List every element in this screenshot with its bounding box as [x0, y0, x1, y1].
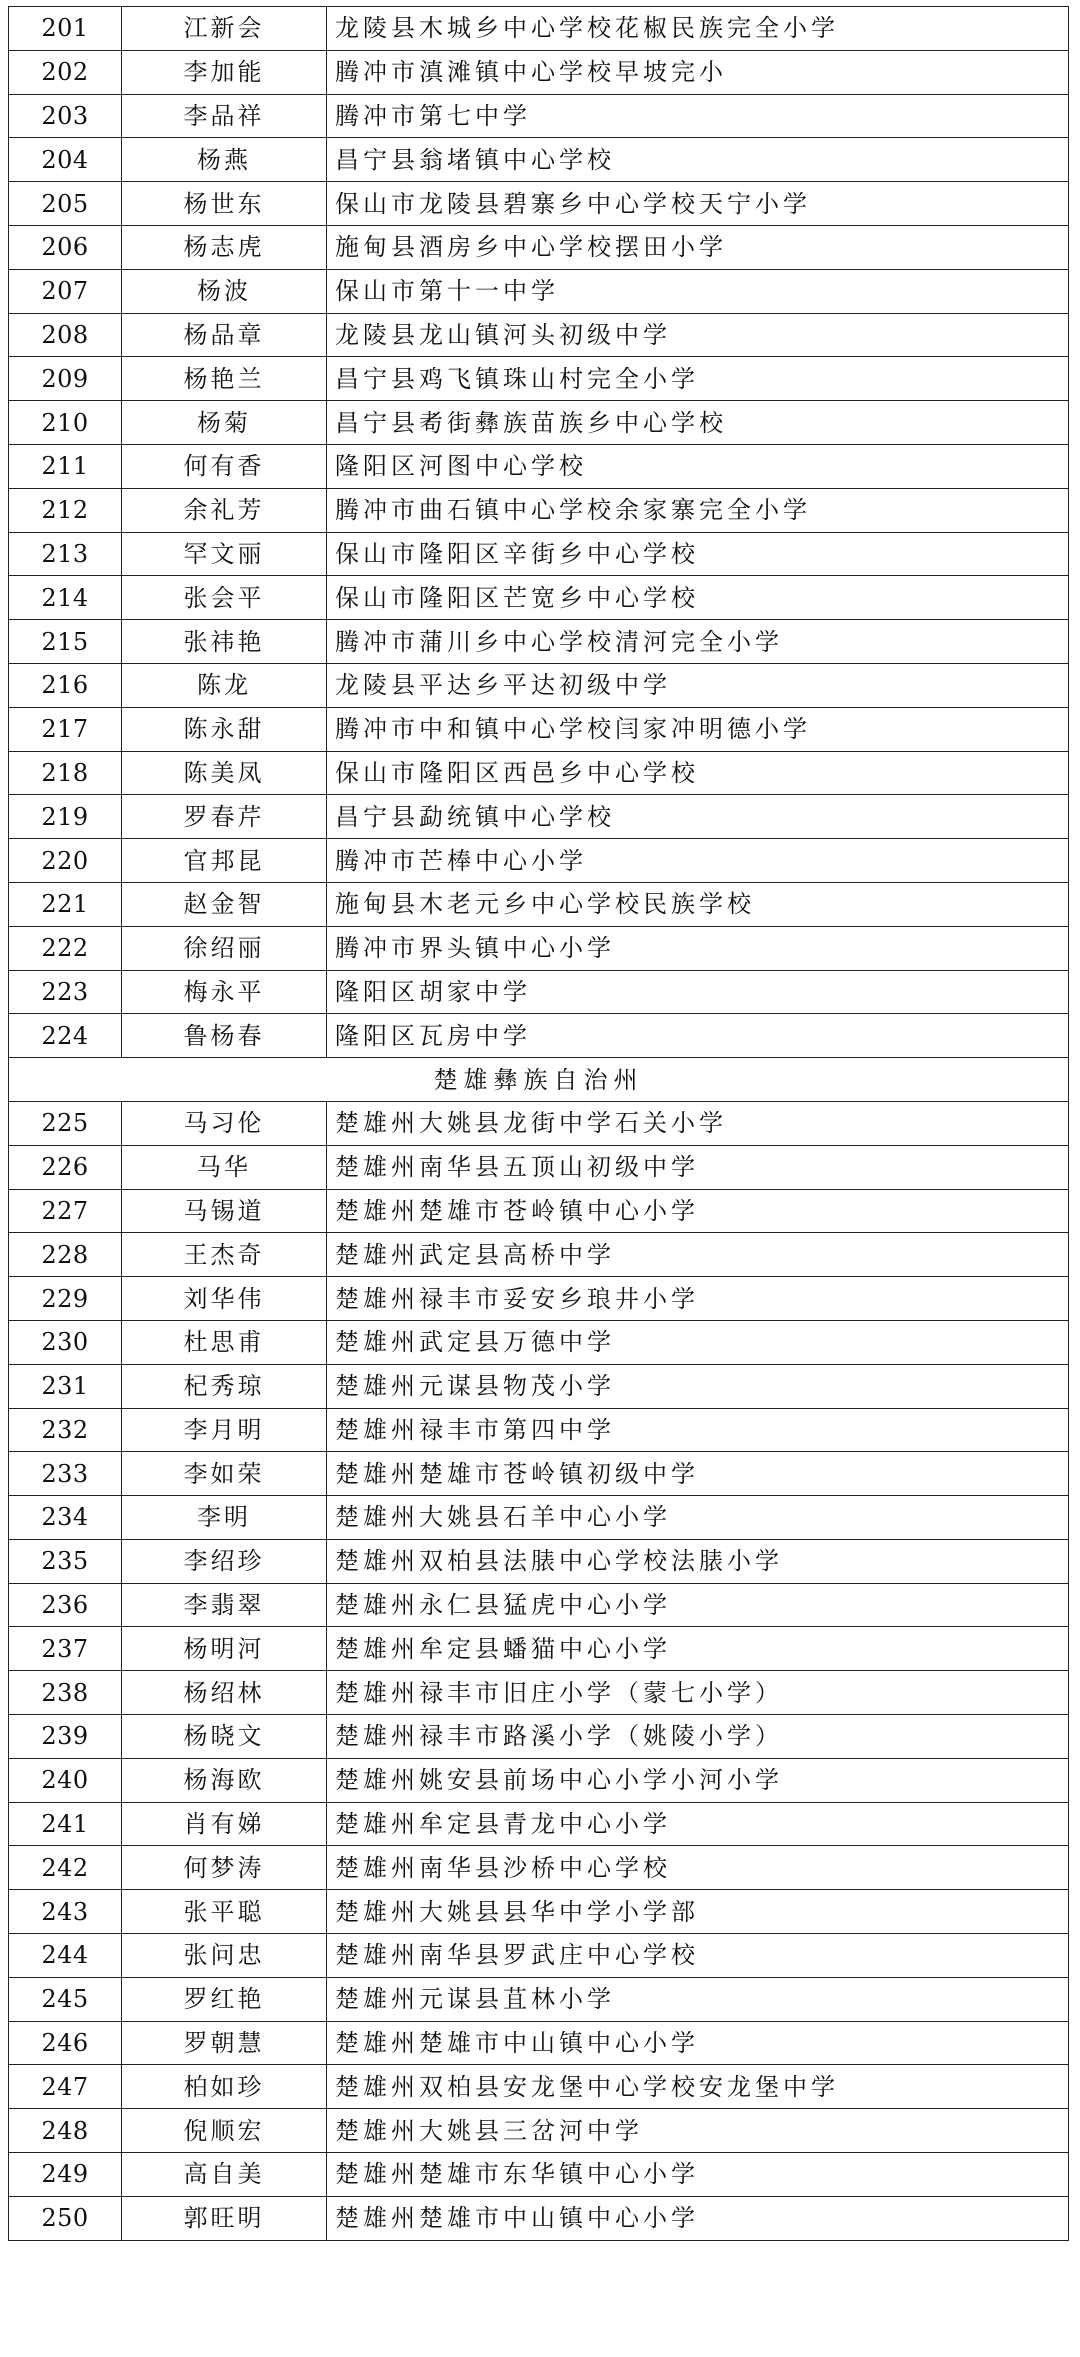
- school-name-cell: 楚雄州大姚县县华中学小学部: [327, 1890, 1069, 1934]
- table-row: [9, 1977, 1069, 2021]
- row-number-cell: 213: [9, 532, 122, 576]
- row-number-cell: 237: [9, 1627, 122, 1671]
- teacher-name-cell: 梅永平: [122, 970, 327, 1014]
- school-name-cell: 保山市隆阳区辛街乡中心学校: [327, 532, 1069, 576]
- school-name-cell: 施甸县酒房乡中心学校摆田小学: [327, 225, 1069, 269]
- school-name-cell: 楚雄州南华县沙桥中心学校: [327, 1846, 1069, 1890]
- teacher-name-cell: 李月明: [122, 1408, 327, 1452]
- row-number-cell: 248: [9, 2109, 122, 2153]
- school-name-cell: 楚雄州大姚县石羊中心小学: [327, 1496, 1069, 1540]
- row-number-cell: 245: [9, 1977, 122, 2021]
- table-row: [9, 839, 1069, 883]
- table-row: [9, 313, 1069, 357]
- teacher-name-cell: 徐绍丽: [122, 926, 327, 970]
- teacher-name-cell: 赵金智: [122, 882, 327, 926]
- row-number-cell: 247: [9, 2065, 122, 2109]
- school-name-cell: 楚雄州永仁县猛虎中心小学: [327, 1583, 1069, 1627]
- teacher-name-cell: 何有香: [122, 444, 327, 488]
- school-name-cell: 楚雄州南华县五顶山初级中学: [327, 1145, 1069, 1189]
- table-body: [9, 7, 1069, 2241]
- school-name-cell: 楚雄州双柏县安龙堡中心学校安龙堡中学: [327, 2065, 1069, 2109]
- row-number-cell: 229: [9, 1277, 122, 1321]
- row-number-cell: 218: [9, 751, 122, 795]
- table-row: [9, 707, 1069, 751]
- table-row: [9, 138, 1069, 182]
- school-name-cell: 楚雄州元谋县物茂小学: [327, 1364, 1069, 1408]
- row-number-cell: 224: [9, 1014, 122, 1058]
- school-name-cell: 楚雄州禄丰市旧庄小学（蒙七小学）: [327, 1671, 1069, 1715]
- table-row: [9, 1583, 1069, 1627]
- table-row: [9, 1189, 1069, 1233]
- table-row: [9, 1715, 1069, 1759]
- row-number-cell: 238: [9, 1671, 122, 1715]
- table-row: [9, 1277, 1069, 1321]
- school-name-cell: 施甸县木老元乡中心学校民族学校: [327, 882, 1069, 926]
- teacher-name-cell: 杨晓文: [122, 1715, 327, 1759]
- teacher-name-cell: 张会平: [122, 576, 327, 620]
- school-name-cell: 楚雄州南华县罗武庄中心学校: [327, 1934, 1069, 1978]
- document-page: [8, 6, 1068, 2241]
- school-name-cell: 楚雄州元谋县苴林小学: [327, 1977, 1069, 2021]
- school-name-cell: 隆阳区河图中心学校: [327, 444, 1069, 488]
- teacher-name-cell: 罗红艳: [122, 1977, 327, 2021]
- table-row: [9, 751, 1069, 795]
- row-number-cell: 225: [9, 1101, 122, 1145]
- table-row: [9, 488, 1069, 532]
- table-row: [9, 532, 1069, 576]
- teacher-name-cell: 杜思甫: [122, 1320, 327, 1364]
- school-name-cell: 隆阳区瓦房中学: [327, 1014, 1069, 1058]
- school-name-cell: 腾冲市中和镇中心学校闫家冲明德小学: [327, 707, 1069, 751]
- teacher-name-cell: 李如荣: [122, 1452, 327, 1496]
- school-name-cell: 龙陵县平达乡平达初级中学: [327, 663, 1069, 707]
- row-number-cell: 204: [9, 138, 122, 182]
- table-row: [9, 1934, 1069, 1978]
- school-name-cell: 楚雄州牟定县青龙中心小学: [327, 1802, 1069, 1846]
- school-name-cell: 腾冲市第七中学: [327, 94, 1069, 138]
- school-name-cell: 腾冲市芒棒中心小学: [327, 839, 1069, 883]
- row-number-cell: 207: [9, 269, 122, 313]
- table-row: [9, 50, 1069, 94]
- teacher-name-cell: 张平聪: [122, 1890, 327, 1934]
- school-name-cell: 腾冲市滇滩镇中心学校早坡完小: [327, 50, 1069, 94]
- table-row: [9, 882, 1069, 926]
- teacher-name-cell: 罕文丽: [122, 532, 327, 576]
- table-row: [9, 1539, 1069, 1583]
- row-number-cell: 235: [9, 1539, 122, 1583]
- teacher-name-cell: 杨海欧: [122, 1758, 327, 1802]
- table-row: [9, 94, 1069, 138]
- table-row: [9, 1408, 1069, 1452]
- school-name-cell: 保山市第十一中学: [327, 269, 1069, 313]
- table-row: [9, 620, 1069, 664]
- row-number-cell: 246: [9, 2021, 122, 2065]
- table-row: [9, 1233, 1069, 1277]
- teacher-name-cell: 何梦涛: [122, 1846, 327, 1890]
- table-row: [9, 357, 1069, 401]
- school-name-cell: 昌宁县勐统镇中心学校: [327, 795, 1069, 839]
- teacher-name-cell: 官邦昆: [122, 839, 327, 883]
- row-number-cell: 208: [9, 313, 122, 357]
- school-name-cell: 腾冲市界头镇中心小学: [327, 926, 1069, 970]
- teacher-name-cell: 杨燕: [122, 138, 327, 182]
- row-number-cell: 226: [9, 1145, 122, 1189]
- row-number-cell: 250: [9, 2196, 122, 2240]
- row-number-cell: 206: [9, 225, 122, 269]
- school-name-cell: 保山市隆阳区西邑乡中心学校: [327, 751, 1069, 795]
- teacher-name-cell: 陈龙: [122, 663, 327, 707]
- teacher-name-cell: 杨志虎: [122, 225, 327, 269]
- table-row: [9, 401, 1069, 445]
- row-number-cell: 234: [9, 1496, 122, 1540]
- row-number-cell: 241: [9, 1802, 122, 1846]
- row-number-cell: 243: [9, 1890, 122, 1934]
- table-row: [9, 1496, 1069, 1540]
- row-number-cell: 216: [9, 663, 122, 707]
- school-name-cell: 腾冲市蒲川乡中心学校清河完全小学: [327, 620, 1069, 664]
- table-row: [9, 1145, 1069, 1189]
- table-row: [9, 1014, 1069, 1058]
- table-row: [9, 2153, 1069, 2197]
- teacher-name-cell: 陈美凤: [122, 751, 327, 795]
- row-number-cell: 221: [9, 882, 122, 926]
- teacher-name-cell: 肖有娣: [122, 1802, 327, 1846]
- row-number-cell: 228: [9, 1233, 122, 1277]
- table-row: [9, 1452, 1069, 1496]
- table-row: [9, 1320, 1069, 1364]
- row-number-cell: 211: [9, 444, 122, 488]
- row-number-cell: 209: [9, 357, 122, 401]
- table-row: [9, 7, 1069, 51]
- table-row: [9, 576, 1069, 620]
- row-number-cell: 220: [9, 839, 122, 883]
- table-row: [9, 444, 1069, 488]
- school-name-cell: 楚雄州牟定县蟠猫中心小学: [327, 1627, 1069, 1671]
- row-number-cell: 214: [9, 576, 122, 620]
- table-row: [9, 1802, 1069, 1846]
- section-header-row: [9, 1058, 1069, 1102]
- row-number-cell: 236: [9, 1583, 122, 1627]
- teacher-name-cell: 张祎艳: [122, 620, 327, 664]
- teacher-name-cell: 杨菊: [122, 401, 327, 445]
- table-row: [9, 926, 1069, 970]
- teacher-name-cell: 杨品章: [122, 313, 327, 357]
- row-number-cell: 203: [9, 94, 122, 138]
- teacher-name-cell: 马习伦: [122, 1101, 327, 1145]
- row-number-cell: 249: [9, 2153, 122, 2197]
- school-name-cell: 楚雄州武定县高桥中学: [327, 1233, 1069, 1277]
- teacher-name-cell: 杨世东: [122, 182, 327, 226]
- school-name-cell: 龙陵县木城乡中心学校花椒民族完全小学: [327, 7, 1069, 51]
- teacher-name-cell: 张问忠: [122, 1934, 327, 1978]
- table-row: [9, 269, 1069, 313]
- table-row: [9, 1671, 1069, 1715]
- table-row: [9, 225, 1069, 269]
- row-number-cell: 222: [9, 926, 122, 970]
- row-number-cell: 212: [9, 488, 122, 532]
- teacher-name-cell: 杞秀琼: [122, 1364, 327, 1408]
- school-name-cell: 腾冲市曲石镇中心学校余家寨完全小学: [327, 488, 1069, 532]
- teacher-name-cell: 刘华伟: [122, 1277, 327, 1321]
- teacher-name-cell: 高自美: [122, 2153, 327, 2197]
- table-row: [9, 663, 1069, 707]
- teacher-name-cell: 杨波: [122, 269, 327, 313]
- table-row: [9, 1101, 1069, 1145]
- school-name-cell: 楚雄州楚雄市中山镇中心小学: [327, 2021, 1069, 2065]
- row-number-cell: 227: [9, 1189, 122, 1233]
- table-row: [9, 795, 1069, 839]
- school-name-cell: 楚雄州楚雄市中山镇中心小学: [327, 2196, 1069, 2240]
- teacher-name-cell: 柏如珍: [122, 2065, 327, 2109]
- row-number-cell: 219: [9, 795, 122, 839]
- school-name-cell: 昌宁县耇街彝族苗族乡中心学校: [327, 401, 1069, 445]
- school-name-cell: 楚雄州武定县万德中学: [327, 1320, 1069, 1364]
- table-row: [9, 182, 1069, 226]
- school-name-cell: 昌宁县翁堵镇中心学校: [327, 138, 1069, 182]
- teacher-name-cell: 余礼芳: [122, 488, 327, 532]
- row-number-cell: 231: [9, 1364, 122, 1408]
- teacher-name-cell: 江新会: [122, 7, 327, 51]
- teacher-name-cell: 鲁杨春: [122, 1014, 327, 1058]
- teacher-name-cell: 罗春芹: [122, 795, 327, 839]
- row-number-cell: 202: [9, 50, 122, 94]
- row-number-cell: 240: [9, 1758, 122, 1802]
- table-row: [9, 1846, 1069, 1890]
- teacher-name-cell: 李翡翠: [122, 1583, 327, 1627]
- table-row: [9, 970, 1069, 1014]
- row-number-cell: 230: [9, 1320, 122, 1364]
- teacher-list-table: [8, 6, 1069, 2241]
- table-row: [9, 1890, 1069, 1934]
- row-number-cell: 239: [9, 1715, 122, 1759]
- school-name-cell: 楚雄州楚雄市东华镇中心小学: [327, 2153, 1069, 2197]
- school-name-cell: 楚雄州大姚县龙街中学石关小学: [327, 1101, 1069, 1145]
- school-name-cell: 楚雄州大姚县三岔河中学: [327, 2109, 1069, 2153]
- school-name-cell: 楚雄州禄丰市妥安乡琅井小学: [327, 1277, 1069, 1321]
- teacher-name-cell: 罗朝慧: [122, 2021, 327, 2065]
- row-number-cell: 233: [9, 1452, 122, 1496]
- school-name-cell: 楚雄州姚安县前场中心小学小河小学: [327, 1758, 1069, 1802]
- table-row: [9, 2065, 1069, 2109]
- teacher-name-cell: 马锡道: [122, 1189, 327, 1233]
- row-number-cell: 217: [9, 707, 122, 751]
- table-row: [9, 1758, 1069, 1802]
- row-number-cell: 201: [9, 7, 122, 51]
- section-title: 楚雄彝族自治州: [9, 1058, 1069, 1102]
- table-row: [9, 1627, 1069, 1671]
- teacher-name-cell: 郭旺明: [122, 2196, 327, 2240]
- teacher-name-cell: 杨明河: [122, 1627, 327, 1671]
- school-name-cell: 保山市龙陵县碧寨乡中心学校天宁小学: [327, 182, 1069, 226]
- school-name-cell: 保山市隆阳区芒宽乡中心学校: [327, 576, 1069, 620]
- teacher-name-cell: 杨艳兰: [122, 357, 327, 401]
- row-number-cell: 223: [9, 970, 122, 1014]
- table-row: [9, 2109, 1069, 2153]
- table-row: [9, 2021, 1069, 2065]
- school-name-cell: 楚雄州楚雄市苍岭镇中心小学: [327, 1189, 1069, 1233]
- school-name-cell: 楚雄州楚雄市苍岭镇初级中学: [327, 1452, 1069, 1496]
- teacher-name-cell: 杨绍林: [122, 1671, 327, 1715]
- row-number-cell: 242: [9, 1846, 122, 1890]
- table-row: [9, 1364, 1069, 1408]
- row-number-cell: 244: [9, 1934, 122, 1978]
- row-number-cell: 215: [9, 620, 122, 664]
- teacher-name-cell: 陈永甜: [122, 707, 327, 751]
- teacher-name-cell: 李绍珍: [122, 1539, 327, 1583]
- teacher-name-cell: 李品祥: [122, 94, 327, 138]
- school-name-cell: 昌宁县鸡飞镇珠山村完全小学: [327, 357, 1069, 401]
- school-name-cell: 龙陵县龙山镇河头初级中学: [327, 313, 1069, 357]
- teacher-name-cell: 倪顺宏: [122, 2109, 327, 2153]
- teacher-name-cell: 李明: [122, 1496, 327, 1540]
- row-number-cell: 210: [9, 401, 122, 445]
- row-number-cell: 232: [9, 1408, 122, 1452]
- school-name-cell: 楚雄州禄丰市路溪小学（姚陵小学）: [327, 1715, 1069, 1759]
- table-row: [9, 2196, 1069, 2240]
- teacher-name-cell: 王杰奇: [122, 1233, 327, 1277]
- school-name-cell: 楚雄州禄丰市第四中学: [327, 1408, 1069, 1452]
- school-name-cell: 楚雄州双柏县法脿中心学校法脿小学: [327, 1539, 1069, 1583]
- school-name-cell: 隆阳区胡家中学: [327, 970, 1069, 1014]
- row-number-cell: 205: [9, 182, 122, 226]
- teacher-name-cell: 李加能: [122, 50, 327, 94]
- teacher-name-cell: 马华: [122, 1145, 327, 1189]
